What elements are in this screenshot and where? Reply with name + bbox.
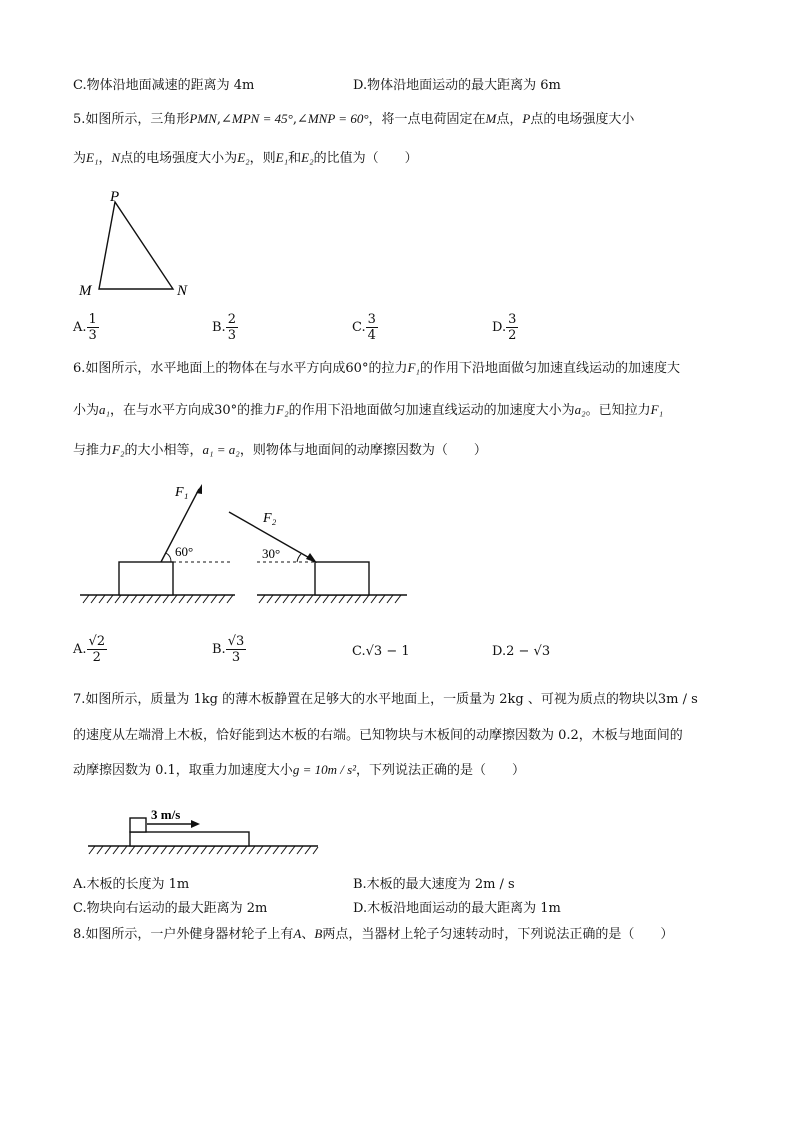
q6-stem-line3: 与推力F₂的大小相等，a₁ = a₂，则物体与地面间的动摩擦因数为（ ） (73, 442, 487, 458)
q6-forces-diagram (75, 478, 415, 606)
triangle-pmn (99, 202, 173, 289)
q8-stem: 8.如图所示，一户外健身器材轮子上有A、B两点，当器材上轮子匀速转动时，下列说法正确的是（ ） (73, 926, 674, 942)
q7-stem-line2: 的速度从左端滑上木板，恰好能到达木板的右端。已知物块与木板间的动摩擦因数为 0.2，木板与地面间的 (73, 728, 683, 743)
label-velocity: 3 m/s (151, 807, 181, 822)
angle-60-arc (166, 553, 171, 562)
left-block (119, 562, 173, 595)
q6-option-d: D.2 − √3 (492, 644, 551, 659)
label-60: 60° (175, 544, 194, 559)
q6-stem-line2: 小为a₁，在与水平方向成30°的推力F₂的作用下沿地面做匀加速直线运动的加速度大小为a₂。已知拉力F₁ (73, 402, 664, 418)
q7-option-d: D.木板沿地面运动的最大距离为 1m (353, 901, 561, 916)
q5-option-d: D. $\frac{3}{2}$ (492, 312, 517, 343)
angle-30-arc (297, 554, 301, 562)
prev-option-c: C.物体沿地面减速的距离为 4m (73, 78, 255, 93)
q6-stem-line1: 6.如图所示，水平地面上的物体在与水平方向成60°的拉力F₁的作用下沿地面做匀加速直线运动的加速度大 (73, 360, 680, 376)
f1-arrowhead (196, 484, 202, 494)
q6-option-a: A. $\frac{√2}{2}$ (73, 634, 106, 665)
velocity-arrowhead (191, 820, 200, 828)
label-n: N (177, 283, 188, 299)
q7-option-c: C.物块向右运动的最大距离为 2m (73, 901, 268, 916)
ground-hatch (89, 846, 318, 854)
label-f1: F₁ (175, 485, 189, 500)
right-ground-hatch (259, 595, 401, 603)
prev-option-d: D.物体沿地面运动的最大距离为 6m (353, 78, 561, 93)
small-block (130, 818, 146, 832)
q6-option-b: B. $\frac{√3}{3}$ (212, 634, 245, 665)
q7-option-a: A.木板的长度为 1m (73, 877, 190, 892)
q7-option-b: B.木板的最大速度为 2m / s (353, 877, 515, 892)
q5-stem-line2: 为E₁，N点的电场强度大小为E₂，则E₁和E₂的比值为（ ） (73, 150, 418, 166)
q7-stem-line1: 7.如图所示，质量为 1kg 的薄木板静置在足够大的水平地面上，一质量为 2kg 、可视为质点的物块以3m / s (73, 692, 698, 707)
q7-stem-line3: 动摩擦因数为 0.1，取重力加速度大小g = 10m / s²，下列说法正确的是（ ） (73, 762, 526, 778)
left-ground-hatch (83, 595, 233, 603)
q5-stem-line1: 5.如图所示，三角形PMN,∠MPN = 45°,∠MNP = 60°，将一点电荷固定在M点，P点的电场强度大小 (73, 111, 635, 127)
q5-triangle-diagram (70, 185, 210, 300)
label-p: P (110, 189, 120, 205)
q6-option-c: C.√3 − 1 (352, 644, 410, 659)
q5-option-b: B. $\frac{2}{3}$ (212, 312, 236, 343)
label-f2: F₂ (263, 511, 277, 526)
label-30: 30° (262, 546, 281, 561)
q5-option-a: A. $\frac{1}{3}$ (73, 312, 97, 343)
q5-option-c: C. $\frac{3}{4}$ (352, 312, 376, 343)
q7-board-diagram (85, 800, 325, 860)
right-block (315, 562, 369, 595)
wood-board (130, 832, 249, 846)
label-m: M (79, 283, 92, 299)
